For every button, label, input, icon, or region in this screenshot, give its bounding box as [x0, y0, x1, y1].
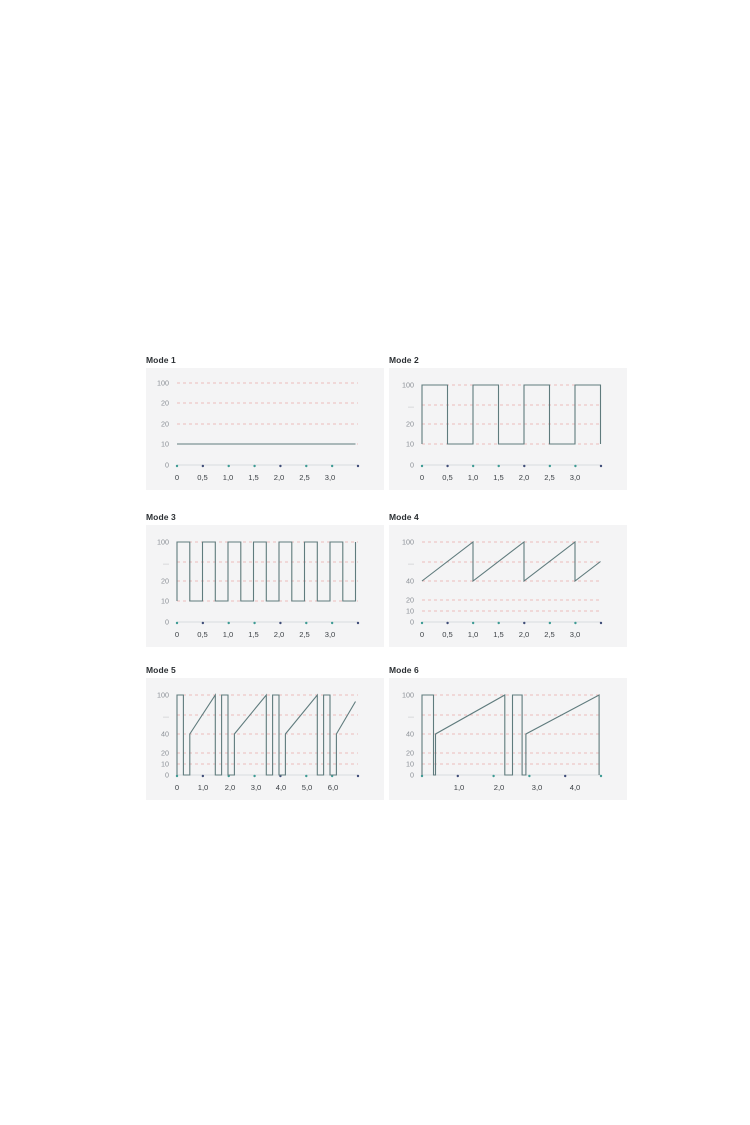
x-axis-dot — [357, 622, 359, 624]
y-tick-label: 100 — [402, 690, 414, 700]
x-tick-label: 3,0 — [531, 783, 543, 792]
x-axis-dot — [331, 622, 333, 624]
x-tick-label: 0 — [174, 630, 180, 639]
x-axis-dot — [228, 465, 230, 467]
y-tick-label: 100 — [402, 537, 414, 547]
chart-plot — [389, 368, 627, 490]
x-axis-dot — [253, 622, 255, 624]
x-axis-dot — [305, 622, 307, 624]
x-tick-label: 1,0 — [197, 783, 209, 792]
y-tick-label: 100 — [157, 690, 169, 700]
x-tick-label: 4,0 — [569, 783, 581, 792]
x-tick-label: 1,0 — [453, 783, 465, 792]
y-tick-label: 10 — [161, 439, 169, 449]
y-tick-label: 10 — [406, 439, 414, 449]
y-tick-label: 20 — [406, 748, 414, 758]
x-tick-label: 2,0 — [518, 630, 530, 639]
y-tick-label: 0 — [165, 617, 169, 627]
chart-plot — [146, 678, 384, 800]
chart-title: Mode 1 — [146, 355, 176, 365]
x-tick-label: 2,5 — [544, 630, 555, 639]
x-axis-dot — [176, 465, 178, 467]
y-tick-label: ... — [163, 710, 169, 720]
x-tick-label: 1,5 — [248, 473, 259, 482]
y-tick-label: 20 — [161, 748, 169, 758]
x-tick-label: 0 — [174, 473, 180, 482]
y-tick-label: ... — [408, 557, 414, 567]
x-axis-dot — [528, 775, 530, 777]
chart-title: Mode 2 — [389, 355, 419, 365]
y-tick-label: 0 — [165, 770, 169, 780]
x-axis-dot — [523, 622, 525, 624]
chart-panel-mode-6 — [389, 665, 627, 805]
x-tick-label: 2,5 — [299, 473, 310, 482]
x-tick-label: 1,5 — [493, 630, 504, 639]
y-tick-label: 40 — [406, 576, 414, 586]
x-tick-label: 2,0 — [518, 473, 530, 482]
x-axis-dot — [279, 622, 281, 624]
y-tick-label: 0 — [165, 460, 169, 470]
x-tick-label: 2,0 — [224, 783, 236, 792]
y-tick-label: 20 — [406, 419, 414, 429]
y-tick-label: 0 — [410, 617, 414, 627]
y-tick-label: 0 — [410, 770, 414, 780]
y-tick-label: 100 — [157, 378, 169, 388]
x-tick-label: 2,5 — [299, 630, 310, 639]
x-tick-label: 1,0 — [222, 630, 234, 639]
chart-panel-mode-4 — [389, 512, 627, 652]
x-axis-dot — [600, 775, 602, 777]
x-tick-label: 1,0 — [467, 473, 479, 482]
x-axis-dot — [600, 622, 602, 624]
y-tick-label: ... — [408, 400, 414, 410]
x-axis-dot — [202, 465, 204, 467]
x-axis-dot — [498, 622, 500, 624]
y-tick-label: 20 — [161, 419, 169, 429]
y-tick-label: 10 — [161, 596, 169, 606]
y-tick-label: 20 — [161, 576, 169, 586]
x-axis-dot — [600, 465, 602, 467]
signal-line — [177, 695, 356, 775]
x-axis-dot — [472, 622, 474, 624]
x-axis-dot — [176, 622, 178, 624]
x-tick-label: 3,0 — [250, 783, 262, 792]
signal-line — [422, 542, 601, 581]
x-tick-label: 0,5 — [197, 473, 208, 482]
chart-plot — [146, 368, 384, 490]
x-axis-dot — [202, 622, 204, 624]
chart-title: Mode 6 — [389, 665, 419, 675]
y-tick-label: ... — [163, 557, 169, 567]
y-tick-label: 20 — [161, 398, 169, 408]
x-axis-dot — [253, 465, 255, 467]
chart-plot — [146, 525, 384, 647]
x-tick-label: 0 — [419, 473, 425, 482]
x-axis-dot — [357, 465, 359, 467]
x-axis-dot — [492, 775, 494, 777]
x-axis-dot — [421, 622, 423, 624]
chart-panel-mode-2 — [389, 355, 627, 495]
x-tick-label: 4,0 — [275, 783, 287, 792]
x-tick-label: 0 — [174, 783, 180, 792]
x-axis-dot — [498, 465, 500, 467]
y-tick-label: 10 — [161, 759, 169, 769]
y-tick-label: 100 — [157, 537, 169, 547]
x-axis-dot — [446, 622, 448, 624]
x-tick-label: 2,5 — [544, 473, 555, 482]
x-tick-label: 0,5 — [442, 473, 453, 482]
x-axis-dot — [279, 465, 281, 467]
x-tick-label: 3,0 — [569, 630, 581, 639]
x-axis-dot — [202, 775, 204, 777]
chart-plot — [389, 678, 627, 800]
x-axis-dot — [472, 465, 474, 467]
y-tick-label: 10 — [406, 606, 414, 616]
x-tick-label: 2,0 — [273, 630, 285, 639]
x-axis-dot — [574, 622, 576, 624]
signal-line — [422, 385, 601, 444]
x-tick-label: 0,5 — [442, 630, 453, 639]
x-axis-dot — [446, 465, 448, 467]
x-axis-dot — [564, 775, 566, 777]
x-tick-label: 3,0 — [569, 473, 581, 482]
y-tick-label: 40 — [406, 729, 414, 739]
x-axis-dot — [421, 775, 423, 777]
y-tick-label: 40 — [161, 729, 169, 739]
x-axis-dot — [574, 465, 576, 467]
x-axis-dot — [549, 622, 551, 624]
x-tick-label: 5,0 — [301, 783, 313, 792]
x-tick-label: 3,0 — [324, 630, 336, 639]
signal-line — [422, 695, 599, 775]
chart-title: Mode 4 — [389, 512, 419, 522]
x-axis-dot — [523, 465, 525, 467]
x-tick-label: 0,5 — [197, 630, 208, 639]
x-axis-dot — [176, 775, 178, 777]
x-axis-dot — [549, 465, 551, 467]
x-tick-label: 2,0 — [273, 473, 285, 482]
x-axis-dot — [331, 465, 333, 467]
chart-title: Mode 3 — [146, 512, 176, 522]
chart-panel-mode-5 — [146, 665, 384, 805]
signal-line — [177, 542, 356, 601]
x-axis-dot — [305, 465, 307, 467]
y-tick-label: ... — [408, 710, 414, 720]
x-axis-dot — [457, 775, 459, 777]
x-tick-label: 1,0 — [467, 630, 479, 639]
chart-plot — [389, 525, 627, 647]
x-tick-label: 6,0 — [327, 783, 339, 792]
chart-panel-mode-1 — [146, 355, 384, 495]
x-axis-dot — [357, 775, 359, 777]
y-tick-label: 10 — [406, 759, 414, 769]
x-tick-label: 1,0 — [222, 473, 234, 482]
x-axis-dot — [253, 775, 255, 777]
x-tick-label: 1,5 — [248, 630, 259, 639]
chart-title: Mode 5 — [146, 665, 176, 675]
y-tick-label: 100 — [402, 380, 414, 390]
x-tick-label: 1,5 — [493, 473, 504, 482]
chart-panel-mode-3 — [146, 512, 384, 652]
x-tick-label: 2,0 — [493, 783, 505, 792]
y-tick-label: 20 — [406, 595, 414, 605]
x-tick-label: 3,0 — [324, 473, 336, 482]
x-axis-dot — [421, 465, 423, 467]
x-tick-label: 0 — [419, 630, 425, 639]
x-axis-dot — [305, 775, 307, 777]
x-axis-dot — [228, 622, 230, 624]
y-tick-label: 0 — [410, 460, 414, 470]
